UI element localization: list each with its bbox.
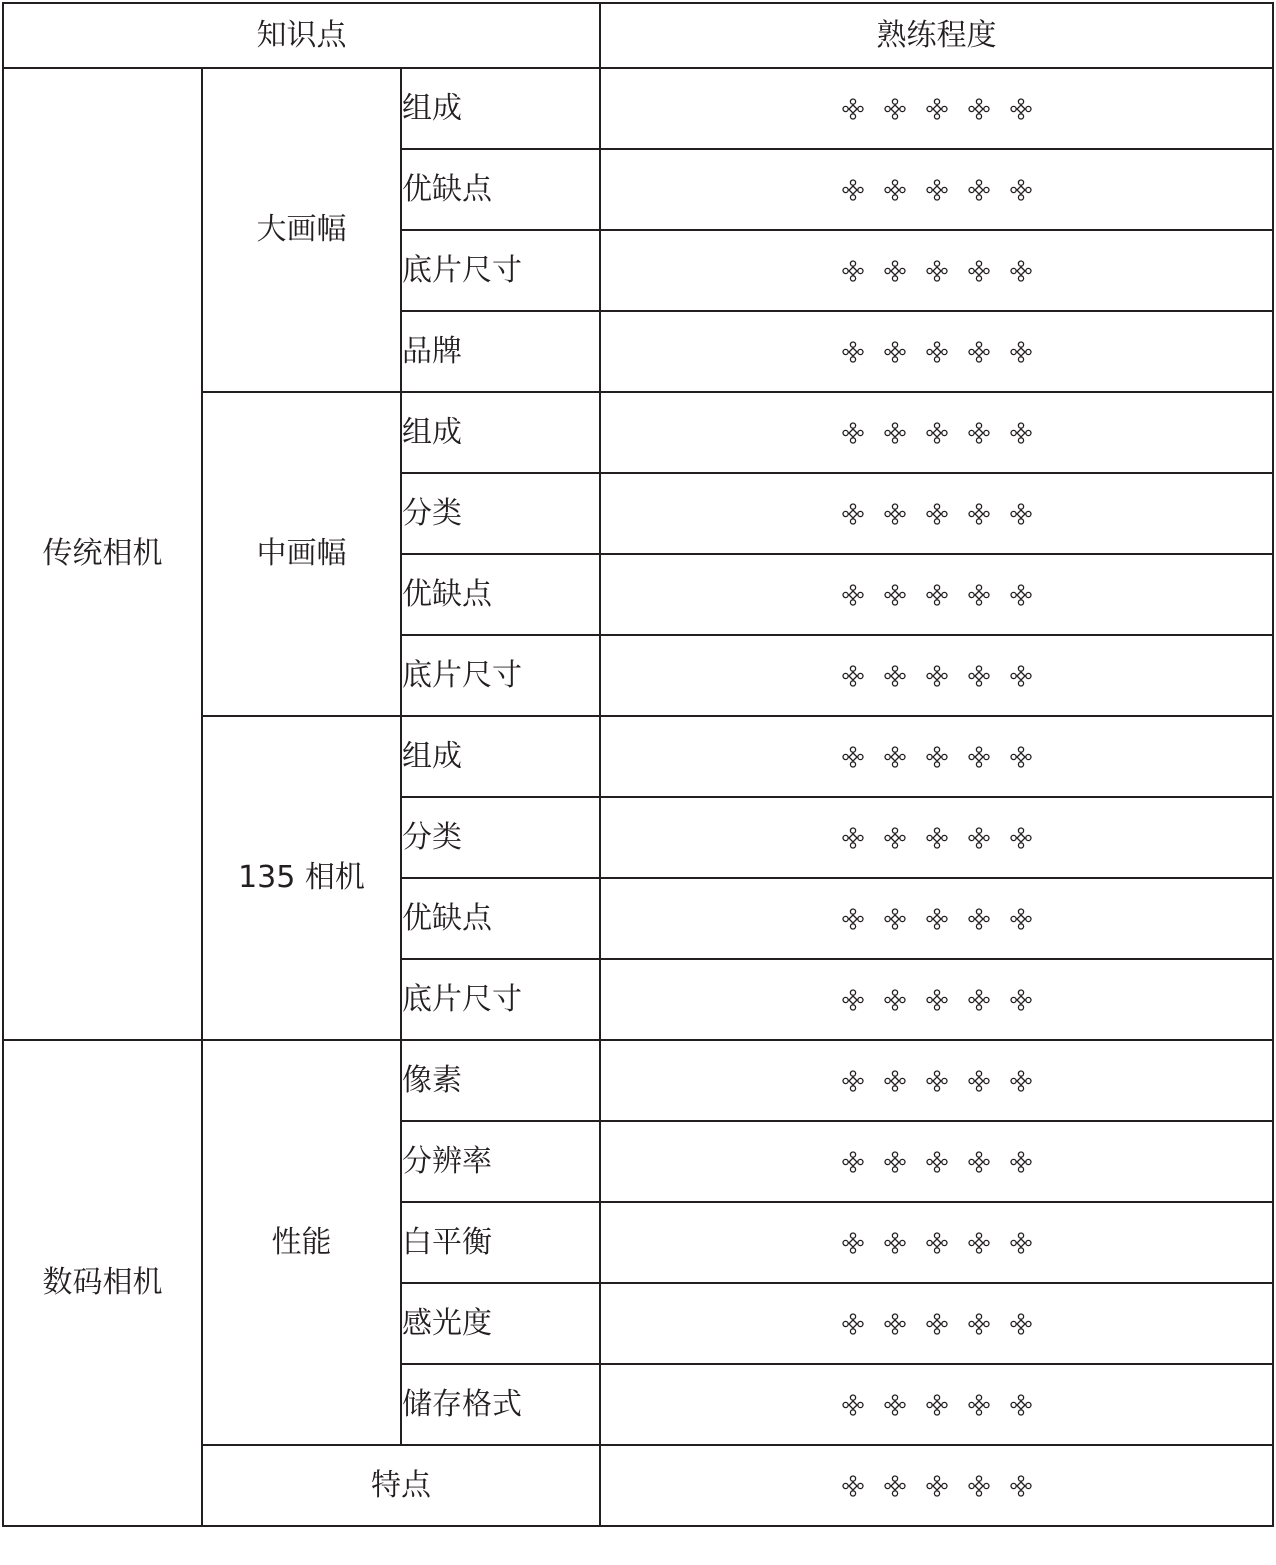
knot-ornament-icon <box>926 1394 948 1416</box>
knowledge-item: 组成 <box>401 716 600 797</box>
knot-ornament-icon <box>926 584 948 606</box>
proficiency-rating <box>600 473 1273 554</box>
knot-ornament-icon <box>926 98 948 120</box>
knot-ornament-icon <box>842 908 864 930</box>
proficiency-rating <box>600 230 1273 311</box>
knot-ornament-icon <box>842 1232 864 1254</box>
knot-ornament-icon <box>968 1475 990 1497</box>
knot-ornament-icon <box>842 98 864 120</box>
header-proficiency: 熟练程度 <box>600 3 1273 68</box>
table-row <box>3 68 1273 149</box>
knowledge-item: 像素 <box>401 1040 600 1121</box>
knot-ornament-icon <box>884 422 906 444</box>
knot-ornament-icon <box>884 827 906 849</box>
proficiency-rating <box>600 1040 1273 1121</box>
knot-ornament-icon <box>884 1394 906 1416</box>
subgroup-label: 中画幅 <box>202 392 401 716</box>
knot-ornament-icon <box>884 503 906 525</box>
knot-ornament-icon <box>1010 584 1032 606</box>
group-label: 数码相机 <box>3 1040 202 1526</box>
knot-ornament-icon <box>968 341 990 363</box>
knot-ornament-icon <box>968 1070 990 1092</box>
knot-ornament-icon <box>968 1394 990 1416</box>
knot-ornament-icon <box>968 746 990 768</box>
knowledge-item: 品牌 <box>401 311 600 392</box>
knot-ornament-icon <box>884 1151 906 1173</box>
knot-ornament-icon <box>926 1151 948 1173</box>
knot-ornament-icon <box>884 746 906 768</box>
knot-ornament-icon <box>842 746 864 768</box>
knot-ornament-icon <box>884 98 906 120</box>
knot-ornament-icon <box>884 665 906 687</box>
knowledge-item: 组成 <box>401 68 600 149</box>
proficiency-rating <box>600 311 1273 392</box>
knot-ornament-icon <box>1010 1394 1032 1416</box>
knot-ornament-icon <box>884 1475 906 1497</box>
knot-ornament-icon <box>1010 503 1032 525</box>
knot-ornament-icon <box>1010 1151 1032 1173</box>
proficiency-rating <box>600 1445 1273 1526</box>
knot-ornament-icon <box>884 179 906 201</box>
knot-ornament-icon <box>1010 1070 1032 1092</box>
proficiency-rating <box>600 959 1273 1040</box>
knot-ornament-icon <box>842 1070 864 1092</box>
knot-ornament-icon <box>842 665 864 687</box>
knot-ornament-icon <box>968 1313 990 1335</box>
table-row <box>3 1040 1273 1121</box>
knot-ornament-icon <box>926 827 948 849</box>
knot-ornament-icon <box>884 260 906 282</box>
knot-ornament-icon <box>1010 341 1032 363</box>
knot-ornament-icon <box>968 179 990 201</box>
knot-ornament-icon <box>1010 908 1032 930</box>
knot-ornament-icon <box>926 989 948 1011</box>
knot-ornament-icon <box>884 989 906 1011</box>
knot-ornament-icon <box>884 1070 906 1092</box>
knot-ornament-icon <box>842 989 864 1011</box>
knot-ornament-icon <box>842 1475 864 1497</box>
knot-ornament-icon <box>1010 665 1032 687</box>
subgroup-label: 特点 <box>202 1445 600 1526</box>
knot-ornament-icon <box>968 98 990 120</box>
proficiency-rating <box>600 635 1273 716</box>
proficiency-rating <box>600 68 1273 149</box>
knot-ornament-icon <box>1010 746 1032 768</box>
knowledge-item: 组成 <box>401 392 600 473</box>
knowledge-item: 感光度 <box>401 1283 600 1364</box>
knot-ornament-icon <box>1010 1313 1032 1335</box>
knot-ornament-icon <box>968 584 990 606</box>
knot-ornament-icon <box>884 584 906 606</box>
knot-ornament-icon <box>968 665 990 687</box>
header-knowledge: 知识点 <box>3 3 600 68</box>
knowledge-item: 优缺点 <box>401 878 600 959</box>
knot-ornament-icon <box>926 1475 948 1497</box>
subgroup-label: 大画幅 <box>202 68 401 392</box>
subgroup-label: 135 相机 <box>202 716 401 1040</box>
proficiency-rating <box>600 1121 1273 1202</box>
knot-ornament-icon <box>884 341 906 363</box>
knot-ornament-icon <box>926 1070 948 1092</box>
knot-ornament-icon <box>968 989 990 1011</box>
knot-ornament-icon <box>968 422 990 444</box>
knot-ornament-icon <box>1010 260 1032 282</box>
knot-ornament-icon <box>884 1232 906 1254</box>
knot-ornament-icon <box>968 503 990 525</box>
knot-ornament-icon <box>842 584 864 606</box>
knot-ornament-icon <box>968 908 990 930</box>
knot-ornament-icon <box>842 503 864 525</box>
knot-ornament-icon <box>1010 827 1032 849</box>
proficiency-rating <box>600 1202 1273 1283</box>
proficiency-rating <box>600 1364 1273 1445</box>
knot-ornament-icon <box>926 1232 948 1254</box>
knot-ornament-icon <box>842 179 864 201</box>
knot-ornament-icon <box>1010 1232 1032 1254</box>
knot-ornament-icon <box>1010 1475 1032 1497</box>
knowledge-item: 优缺点 <box>401 554 600 635</box>
knot-ornament-icon <box>968 827 990 849</box>
table-header-row <box>3 3 1273 68</box>
knowledge-item: 优缺点 <box>401 149 600 230</box>
knowledge-item: 储存格式 <box>401 1364 600 1445</box>
knot-ornament-icon <box>926 665 948 687</box>
knowledge-item: 底片尺寸 <box>401 959 600 1040</box>
knot-ornament-icon <box>968 260 990 282</box>
knowledge-item: 底片尺寸 <box>401 230 600 311</box>
knot-ornament-icon <box>842 1151 864 1173</box>
knot-ornament-icon <box>842 827 864 849</box>
knowledge-item: 分类 <box>401 797 600 878</box>
knot-ornament-icon <box>1010 179 1032 201</box>
knot-ornament-icon <box>968 1151 990 1173</box>
knot-ornament-icon <box>1010 422 1032 444</box>
proficiency-rating <box>600 392 1273 473</box>
knowledge-table <box>2 2 1274 1527</box>
proficiency-rating <box>600 1283 1273 1364</box>
subgroup-label: 性能 <box>202 1040 401 1445</box>
knowledge-item: 底片尺寸 <box>401 635 600 716</box>
knowledge-item: 白平衡 <box>401 1202 600 1283</box>
knot-ornament-icon <box>926 179 948 201</box>
knot-ornament-icon <box>842 422 864 444</box>
knot-ornament-icon <box>884 908 906 930</box>
knot-ornament-icon <box>926 260 948 282</box>
knot-ornament-icon <box>1010 989 1032 1011</box>
proficiency-rating <box>600 797 1273 878</box>
knot-ornament-icon <box>926 746 948 768</box>
knot-ornament-icon <box>842 1313 864 1335</box>
knot-ornament-icon <box>884 1313 906 1335</box>
proficiency-rating <box>600 878 1273 959</box>
proficiency-rating <box>600 716 1273 797</box>
knot-ornament-icon <box>926 503 948 525</box>
knot-ornament-icon <box>926 422 948 444</box>
knot-ornament-icon <box>842 260 864 282</box>
knot-ornament-icon <box>842 1394 864 1416</box>
knot-ornament-icon <box>926 908 948 930</box>
knot-ornament-icon <box>926 341 948 363</box>
knot-ornament-icon <box>926 1313 948 1335</box>
knowledge-item: 分辨率 <box>401 1121 600 1202</box>
knot-ornament-icon <box>968 1232 990 1254</box>
knot-ornament-icon <box>1010 98 1032 120</box>
knowledge-item: 分类 <box>401 473 600 554</box>
knot-ornament-icon <box>842 341 864 363</box>
group-label: 传统相机 <box>3 68 202 1040</box>
proficiency-rating <box>600 554 1273 635</box>
proficiency-rating <box>600 149 1273 230</box>
